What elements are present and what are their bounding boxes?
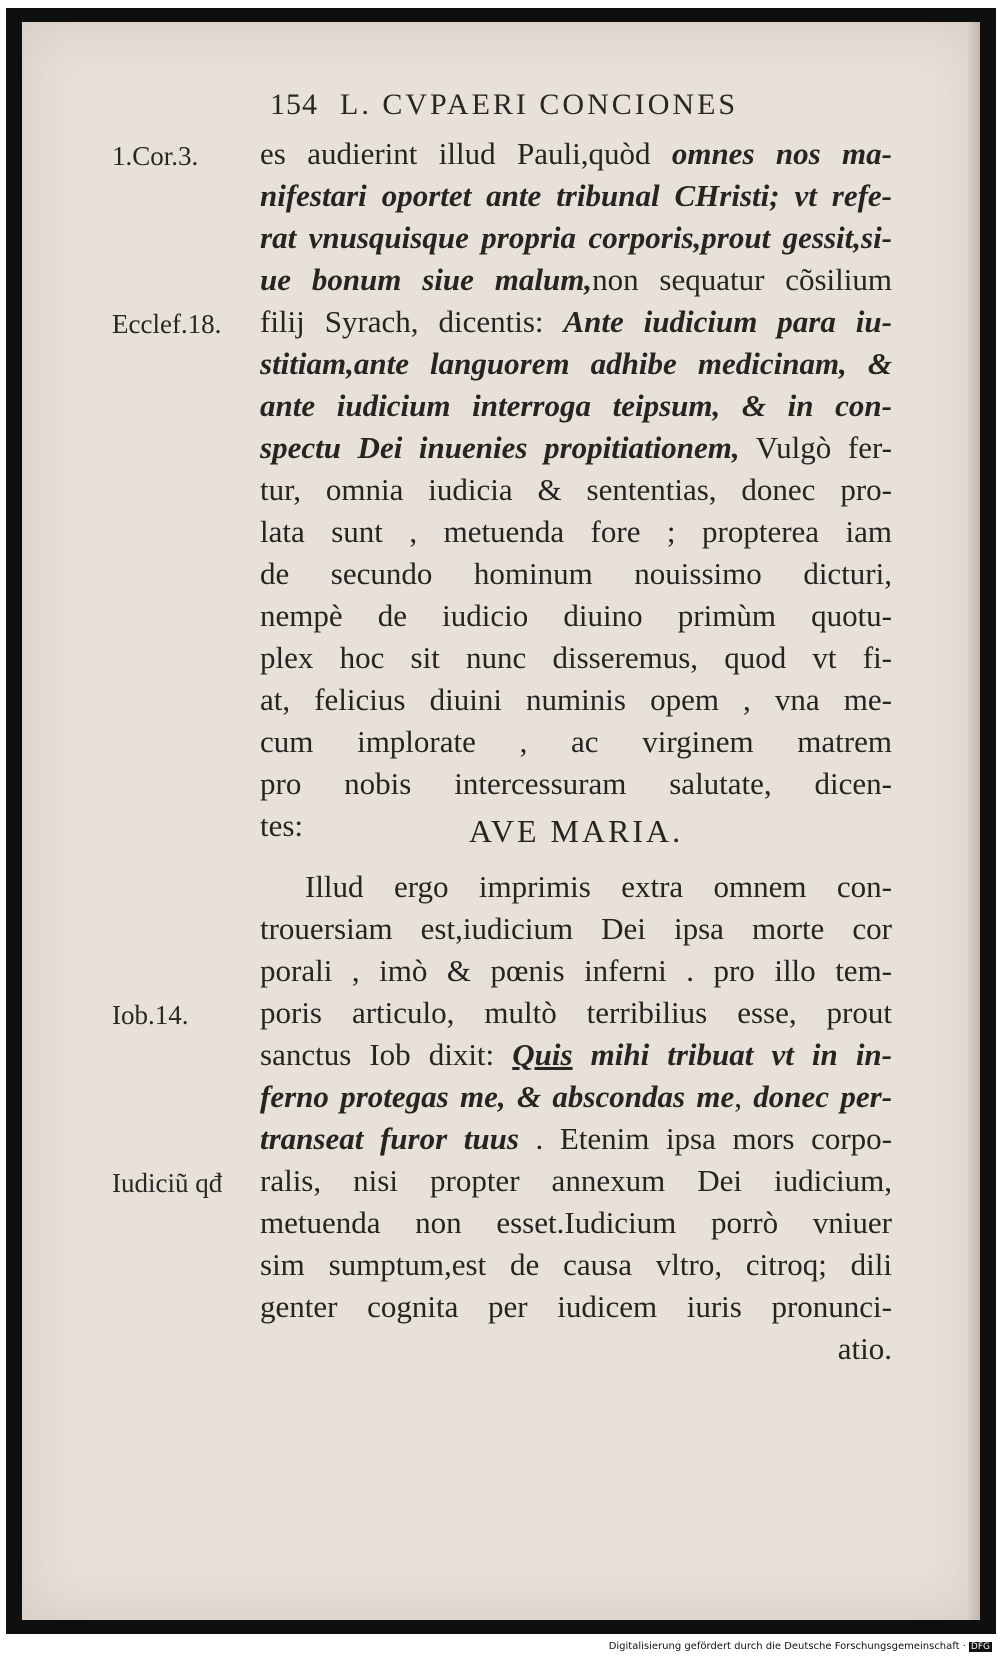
- digitization-footer: [609, 1641, 992, 1652]
- text-line: [260, 259, 892, 301]
- text-run: de secundo hominum nouissimo dicturi,: [260, 556, 892, 591]
- text-run: filij Syrach, dicentis:: [260, 304, 564, 339]
- text-line: [260, 427, 892, 469]
- text-line: [260, 721, 892, 763]
- text-run: Vulgò fer-: [739, 430, 892, 465]
- marginal-note: Ecclef.18.: [112, 309, 222, 339]
- text-line: [260, 385, 892, 427]
- text-run: . Etenim ipsa mors corpo-: [518, 1121, 892, 1156]
- text-run: tur, omnia iudicia & sententias, donec pro-: [260, 472, 892, 507]
- footer-credit: Digitalisierung gefördert durch die Deutsche Forschungsgemeinschaft ·: [608, 1641, 966, 1652]
- text-line: [260, 175, 892, 217]
- italic-quotation: ue bonum siue malum,: [260, 262, 593, 297]
- italic-quotation: rat vnusquisque propria corporis,prout gessit,si-: [260, 220, 892, 255]
- italic-quotation: ante iudicium interroga teipsum, & in con-: [260, 388, 892, 423]
- text-run: sim sumptum,est de causa vltro, citroq; dili: [260, 1247, 892, 1282]
- page-edge: [968, 22, 980, 1620]
- text-run: cum implorate , ac virginem matrem: [260, 724, 892, 759]
- text-run: at, felicius diuini numinis opem , vna me-: [260, 682, 892, 717]
- italic-quotation: Ante iudicium para iu-: [563, 304, 892, 339]
- text-line: [260, 1160, 892, 1202]
- section-heading: AVE MARIA.: [468, 813, 684, 849]
- italic-quotation: transeat furor tuus: [260, 1121, 519, 1156]
- text-run: es audierint illud Pauli,quòd: [260, 136, 672, 171]
- italic-quotation: donec per-: [753, 1079, 892, 1114]
- text-line: [260, 553, 892, 595]
- text-line: [260, 301, 892, 343]
- text-run: non sequatur cõsilium: [592, 262, 892, 297]
- text-run: Illud ergo imprimis extra omnem con-: [305, 869, 892, 904]
- page-number: 154: [270, 88, 318, 121]
- text-run: ralis, nisi propter annexum Dei iudicium,: [260, 1163, 892, 1198]
- italic-quotation: stitiam,ante languorem adhibe medicinam, &: [260, 346, 892, 381]
- text-line: [260, 763, 892, 805]
- italic-quotation: omnes nos ma-: [671, 136, 892, 171]
- text-line: [260, 469, 892, 511]
- text-run: trouersiam est,iudicium Dei ipsa morte cor: [260, 911, 892, 946]
- marginal-note: Iudiciũ qđ: [112, 1168, 223, 1198]
- text-run: sanctus Iob dixit:: [260, 1037, 513, 1072]
- text-line: [260, 950, 892, 992]
- text-line: [260, 1202, 892, 1244]
- text-line: [260, 1034, 892, 1076]
- text-run: genter cognita per iudicem iuris pronunci-: [260, 1289, 892, 1324]
- dfg-logo: DFG: [970, 1642, 990, 1652]
- text-line: [260, 511, 892, 553]
- text-line: [260, 1244, 892, 1286]
- text-run: nempè de iudicio diuino primùm quotu-: [260, 598, 892, 633]
- marginal-note: 1.Cor.3.: [112, 141, 199, 171]
- text-run: poris articulo, multò terribilius esse, prout: [260, 995, 892, 1030]
- italic-quotation: mihi tribuat vt in in-: [572, 1037, 892, 1072]
- text-run: ,: [734, 1079, 754, 1114]
- text-run: atio.: [837, 1331, 892, 1366]
- text-line: [260, 992, 892, 1034]
- text-line: [260, 217, 892, 259]
- text-line: [260, 133, 892, 175]
- text-run: porali , imò & pœnis inferni . pro illo tem-: [260, 953, 892, 988]
- text-run: plex hoc sit nunc disseremus, quod vt fi-: [260, 640, 892, 675]
- text-line: [260, 1118, 892, 1160]
- italic-quotation: ferno protegas me, & abscondas me: [260, 1079, 735, 1114]
- text-run: lata sunt , metuenda fore ; propterea iam: [260, 514, 892, 549]
- running-title: L. CVPAERI CONCIONES: [340, 88, 739, 121]
- text-line: [260, 1286, 892, 1328]
- italic-quotation: spectu Dei inuenies propitiationem,: [260, 430, 740, 465]
- text-run: pro nobis intercessuram salutate, dicen-: [260, 766, 892, 801]
- text-line: [260, 1076, 892, 1118]
- text-line: [260, 679, 892, 721]
- italic-quotation: Quis: [512, 1037, 573, 1072]
- marginal-note: Iob.14.: [112, 1000, 189, 1030]
- italic-quotation: nifestari oportet ante tribunal CHristi; vt refe-: [260, 178, 892, 213]
- running-head: [270, 88, 870, 122]
- text-line: [260, 343, 892, 385]
- text-line: [260, 1328, 892, 1370]
- text-line: [260, 908, 892, 950]
- text-line: [305, 866, 892, 908]
- text-line: [260, 637, 892, 679]
- text-run: tes:: [260, 808, 304, 843]
- text-run: metuenda non esset.Iudicium porrò vniuer: [260, 1205, 892, 1240]
- text-line: [260, 595, 892, 637]
